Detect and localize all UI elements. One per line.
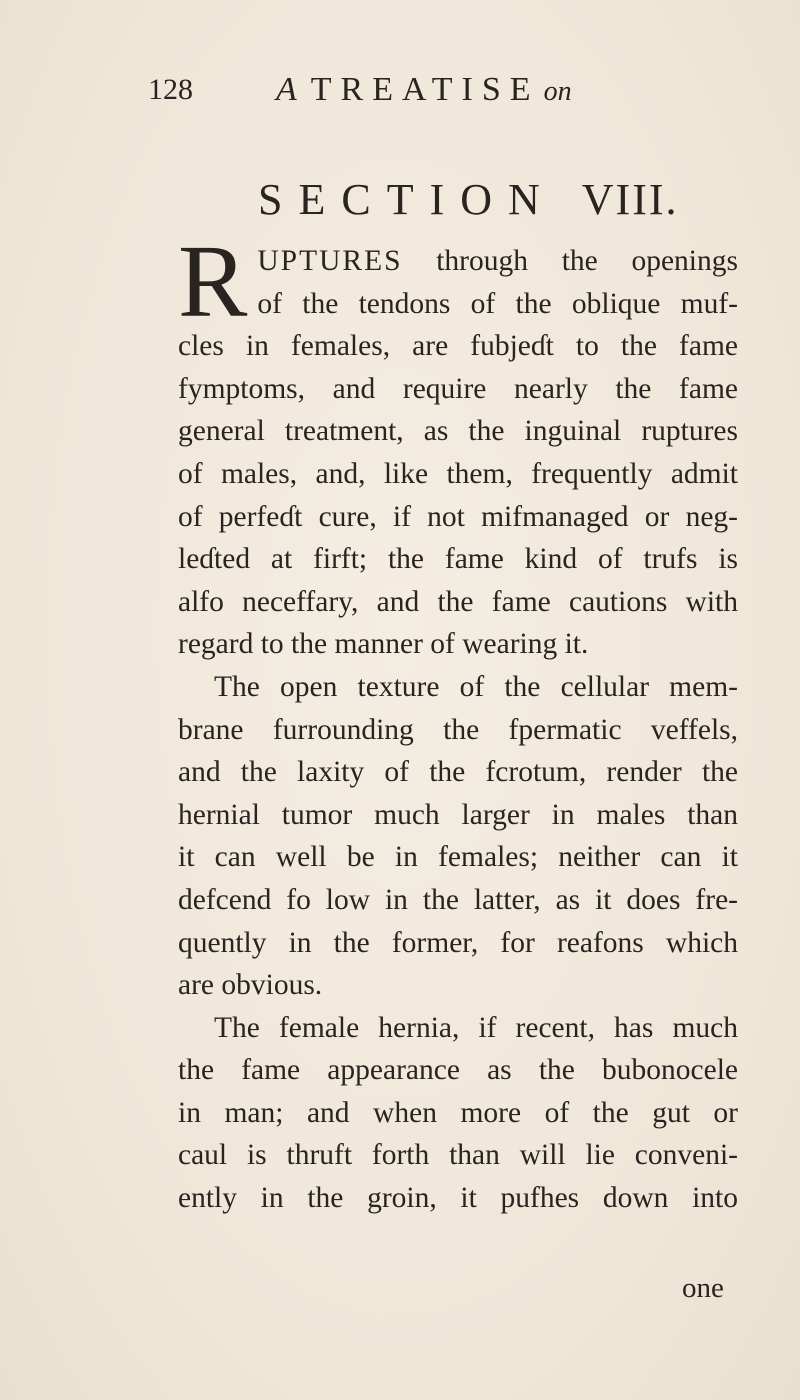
catchword: one <box>682 1272 724 1304</box>
section-label: SECTION <box>258 175 556 224</box>
paragraph-2 <box>178 666 738 1007</box>
running-title-tail: on <box>543 76 572 107</box>
text-line: fymptoms, and require nearly the fame <box>178 372 738 405</box>
text-line: regard to the manner of wearing it. <box>178 628 589 661</box>
text-line: of males, and, like them, frequently admit <box>178 457 738 490</box>
drop-cap: R <box>178 224 248 339</box>
text-line: caul is thruft forth than will lie conveni- <box>178 1139 738 1172</box>
text-line: and the laxity of the fcrotum, render the <box>178 756 738 789</box>
text-line: general treatment, as the inguinal ruptures <box>178 415 738 448</box>
text-line: of perfeɗt cure, if not mifmanaged or neg- <box>178 500 738 533</box>
section-number: VIII. <box>581 175 679 224</box>
running-head <box>148 68 708 112</box>
text-line: defcend fo low in the latter, as it does fre- <box>178 883 738 916</box>
running-title <box>276 68 572 114</box>
text-line: quently in the former, for reafons which <box>178 926 738 959</box>
text-line: The female hernia, if recent, has much <box>214 1011 738 1044</box>
running-title-article: A <box>276 71 297 108</box>
text-line: alfo neceffary, and the fame cautions with <box>178 585 738 618</box>
text-line: hernial tumor much larger in males than <box>178 798 738 831</box>
text-line: of the tendons of the oblique muf- <box>257 287 738 320</box>
text-line: are obvious. <box>178 969 323 1002</box>
paragraph-3 <box>178 1007 738 1220</box>
section-heading <box>258 172 718 228</box>
text-line: brane furrounding the fpermatic veffels, <box>178 713 738 746</box>
page-number: 128 <box>148 73 193 106</box>
text-line: cles in females, are fubjeɗt to the fame <box>178 330 738 363</box>
text-line: ently in the groin, it pufhes down into <box>178 1182 738 1215</box>
first-word-rest: UPTURES <box>257 245 403 277</box>
paragraph-1 <box>178 224 738 666</box>
line-text: through the openings <box>402 245 738 277</box>
text-line: it can well be in females; neither can it <box>178 841 738 874</box>
running-title-word: TREATISE <box>310 71 540 108</box>
text-line: The open texture of the cellular mem- <box>214 670 738 703</box>
text-line: in man; and when more of the gut or <box>178 1096 738 1129</box>
text-line <box>178 240 738 283</box>
text-line: the fame appearance as the bubonocele <box>178 1054 738 1087</box>
text-line: leɗted at firft; the fame kind of trufs is <box>178 543 738 576</box>
body-text <box>178 224 738 1220</box>
